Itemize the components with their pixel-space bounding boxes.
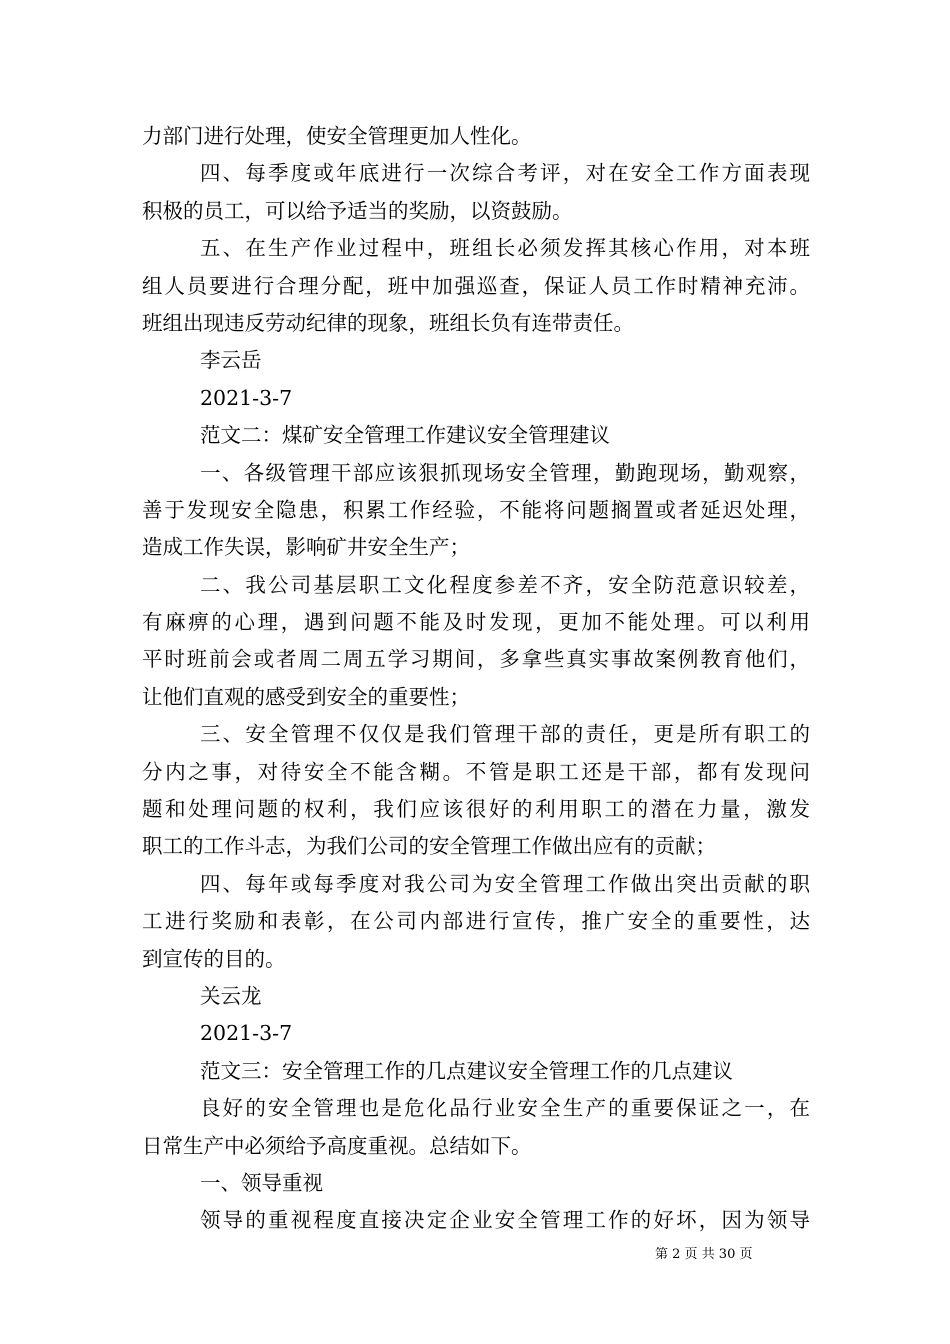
text-line: 善于发现安全隐患，积累工作经验，不能将问题搁置或者延迟处理， bbox=[142, 497, 810, 522]
document-body bbox=[142, 118, 810, 1240]
text-line: 日常生产中必须给予高度重视。总结如下。 bbox=[142, 1133, 532, 1158]
text-line: 一、领导重视 bbox=[200, 1170, 323, 1195]
text-line: 职工的工作斗志，为我们公司的安全管理工作做出应有的贡献； bbox=[142, 834, 716, 859]
text-line: 良好的安全管理也是危化品行业安全生产的重要保证之一，在 bbox=[200, 1096, 810, 1121]
text-line: 让他们直观的感受到安全的重要性； bbox=[142, 684, 470, 709]
text-line: 2021-3-7 bbox=[200, 1021, 293, 1046]
text-line: 平时班前会或者周二周五学习期间，多拿些真实事故案例教育他们， bbox=[142, 647, 810, 672]
text-line: 题和处理问题的权利，我们应该很好的利用职工的潜在力量，激发 bbox=[142, 797, 810, 822]
text-line: 班组出现违反劳动纪律的现象，班组长负有连带责任。 bbox=[142, 310, 634, 335]
text-line: 范文三：安全管理工作的几点建议安全管理工作的几点建议 bbox=[200, 1058, 733, 1083]
text-line: 2021-3-7 bbox=[200, 385, 293, 410]
text-line: 四、每季度或年底进行一次综合考评，对在安全工作方面表现 bbox=[200, 161, 810, 186]
text-line: 一、各级管理干部应该狠抓现场安全管理，勤跑现场，勤观察， bbox=[200, 460, 810, 485]
text-line: 组人员要进行合理分配，班中加强巡查，保证人员工作时精神充沛。 bbox=[142, 273, 810, 298]
text-line: 李云岳 bbox=[200, 348, 262, 373]
text-line: 工进行奖励和表彰，在公司内部进行宣传，推广安全的重要性，达 bbox=[142, 909, 810, 934]
text-line: 领导的重视程度直接决定企业安全管理工作的好坏，因为领导 bbox=[200, 1208, 810, 1233]
page-number: 第 2 页 共 30 页 bbox=[655, 1247, 753, 1262]
text-line: 积极的员工，可以给予适当的奖励，以资鼓励。 bbox=[142, 198, 573, 223]
text-line: 到宣传的目的。 bbox=[142, 946, 286, 971]
text-line: 三、安全管理不仅仅是我们管理干部的责任，更是所有职工的 bbox=[200, 722, 810, 747]
text-line: 力部门进行处理，使安全管理更加人性化。 bbox=[142, 124, 532, 148]
text-line: 有麻痹的心理，遇到问题不能及时发现，更加不能处理。可以利用 bbox=[142, 610, 810, 635]
text-line: 五、在生产作业过程中，班组长必须发挥其核心作用，对本班 bbox=[200, 236, 810, 261]
text-line: 造成工作失误，影响矿井安全生产； bbox=[142, 535, 470, 560]
text-line: 四、每年或每季度对我公司为安全管理工作做出突出贡献的职 bbox=[200, 871, 810, 896]
text-line: 范文二：煤矿安全管理工作建议安全管理建议 bbox=[200, 423, 610, 448]
text-line: 二、我公司基层职工文化程度参差不齐，安全防范意识较差， bbox=[200, 572, 810, 597]
text-line: 分内之事，对待安全不能含糊。不管是职工还是干部，都有发现问 bbox=[142, 759, 810, 784]
text-line: 关云龙 bbox=[200, 983, 262, 1008]
